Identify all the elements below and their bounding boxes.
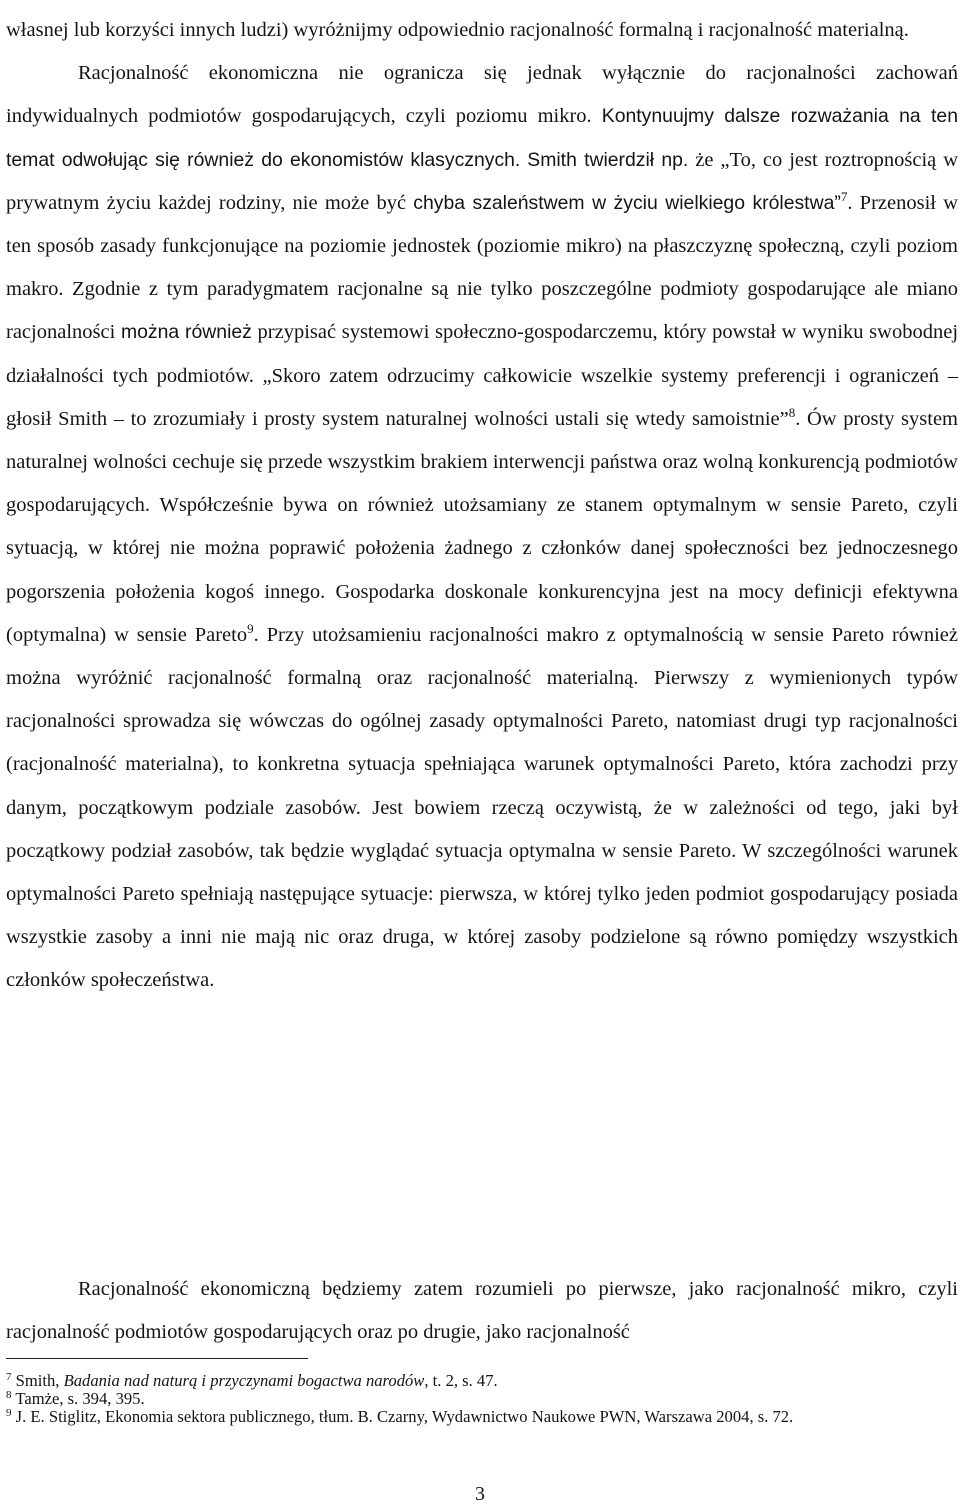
text-segment: . Ów prosty system naturalnej wolności cechuje się przede wszystkim brakiem interwencji państwa oraz wolną konkurencją podmiotów gospodarujących. Współcześnie bywa on również utożsamiany ze stanem optymalnym w sensie Pareto, czyli sytuacją, w której nie można poprawić położenia żadnego z członków danej społeczności bez jednoczesnego pogorszenia położenia kogoś innego. Gospodarka doskonale konkurencyjna jest na mocy definicji efektywna (optymalna) w sensie Pareto xyxy=(6,407,958,646)
text-segment: . Przenosił w ten sposób zasady funkcjonujące na poziomie jednostek (poziomie mikro) na płaszczyznę społeczną, czyli poziom makro. Zgodnie z tym paradygmatem racjonalne są nie tylko poszczególne podmioty gospodarujące ale miano racjonalności xyxy=(6,191,958,344)
body-paragraph-1 xyxy=(6,9,958,1003)
text-segment: Racjonalność ekonomiczna nie ogranicza się jednak wyłącznie do racjonalności zachowań indywidualnych podmiotów gospodarujących, czyli poziomu mikro. xyxy=(6,62,958,128)
footnote-text: J. E. Stiglitz, Ekonomia sektora publicznego, tłum. B. Czarny, Wydawnictwo Naukowe PWN, Warszawa 2004, s. 72. xyxy=(15,1407,794,1427)
text-segment: można również xyxy=(120,321,252,344)
footnote-ref-8[interactable]: 8 xyxy=(788,404,796,420)
body-paragraph-2: Racjonalność ekonomiczną będziemy zatem rozumieli po pierwsze, jako racjonalność mikro, czyli racjonalność podmiotów gospodarujących oraz po drugie, jako racjonalność xyxy=(6,1278,958,1344)
text-segment: przypisać systemowi społeczno-gospodarczemu, który powstał w wyniku swobodnej działalności tych podmiotów. „Skoro zatem odrzucimy całkowicie wszelkie systemy preferencji i ograniczeń – głosił Smith – to zrozumiały i prosty system naturalnej wolności ustali się wtedy samoistnie” xyxy=(6,321,959,430)
footnote-separator xyxy=(6,1358,308,1359)
text-segment: Smith twierdził np. xyxy=(527,148,689,171)
footnote-7 xyxy=(6,1372,958,1390)
text-segment: . Przy utożsamieniu racjonalności makro z optymalnością w sensie Pareto również można wyróżnić racjonalność formalną oraz racjonalność materialną. Pierwszy z wymienionych typów racjonalności sprowadza się wówczas do ogólnej zasady optymalności Pareto, natomiast drugi typ racjonalności (racjonalność materialna), to konkretna sytuacja spełniająca warunek optymalności Pareto, która zachodzi przy danym, początkowym podziale zasobów. Jest bowiem rzeczą oczywistą, że w zależności od tego, jaki był początkowy podział zasobów, tak będzie wyglądać sytuacja optymalna w sensie Pareto. W szczególności warunek optymalności Pareto spełniają następujące sytuacje: pierwsza, w której tylko jeden podmiot gospodarujący posiada wszystkie zasoby a inni nie mają nic oraz druga, w której zasoby podzielone są równo pomiędzy wszystkich członków społeczeństwa. xyxy=(6,623,959,992)
page-number: 3 xyxy=(475,1483,485,1505)
footnotes xyxy=(6,1372,958,1427)
footnote-number: 8 xyxy=(6,1389,12,1402)
footnote-9 xyxy=(6,1408,958,1426)
footnote-text: , t. 2, s. 47. xyxy=(424,1371,498,1390)
footnote-ref-7[interactable]: 7 xyxy=(840,188,848,204)
footnote-title: Badania nad naturą i przyczynami bogactwa narodów xyxy=(63,1371,425,1390)
text-segment: chyba szaleństwem w życiu wielkiego królestwa” xyxy=(413,191,841,214)
footnote-8 xyxy=(6,1390,958,1408)
footnote-text: Tamże, s. 394, 395. xyxy=(15,1389,145,1409)
text-segment: Kontynuujmy dalsze rozważania na ten temat odwołując się również do ekonomistów klasycznych. xyxy=(6,105,958,171)
footnote-text: Smith, xyxy=(15,1371,64,1390)
text-segment: że „To, co jest roztropnością w prywatnym życiu każdej rodziny, nie może być xyxy=(6,148,958,214)
footnote-number: 9 xyxy=(6,1407,12,1420)
footnote-ref-9[interactable]: 9 xyxy=(247,620,254,636)
footnote-number: 7 xyxy=(6,1371,12,1383)
text-segment: własnej lub korzyści innych ludzi) wyróżnijmy odpowiednio racjonalność formalną i racjonalność materialną. xyxy=(6,19,909,41)
